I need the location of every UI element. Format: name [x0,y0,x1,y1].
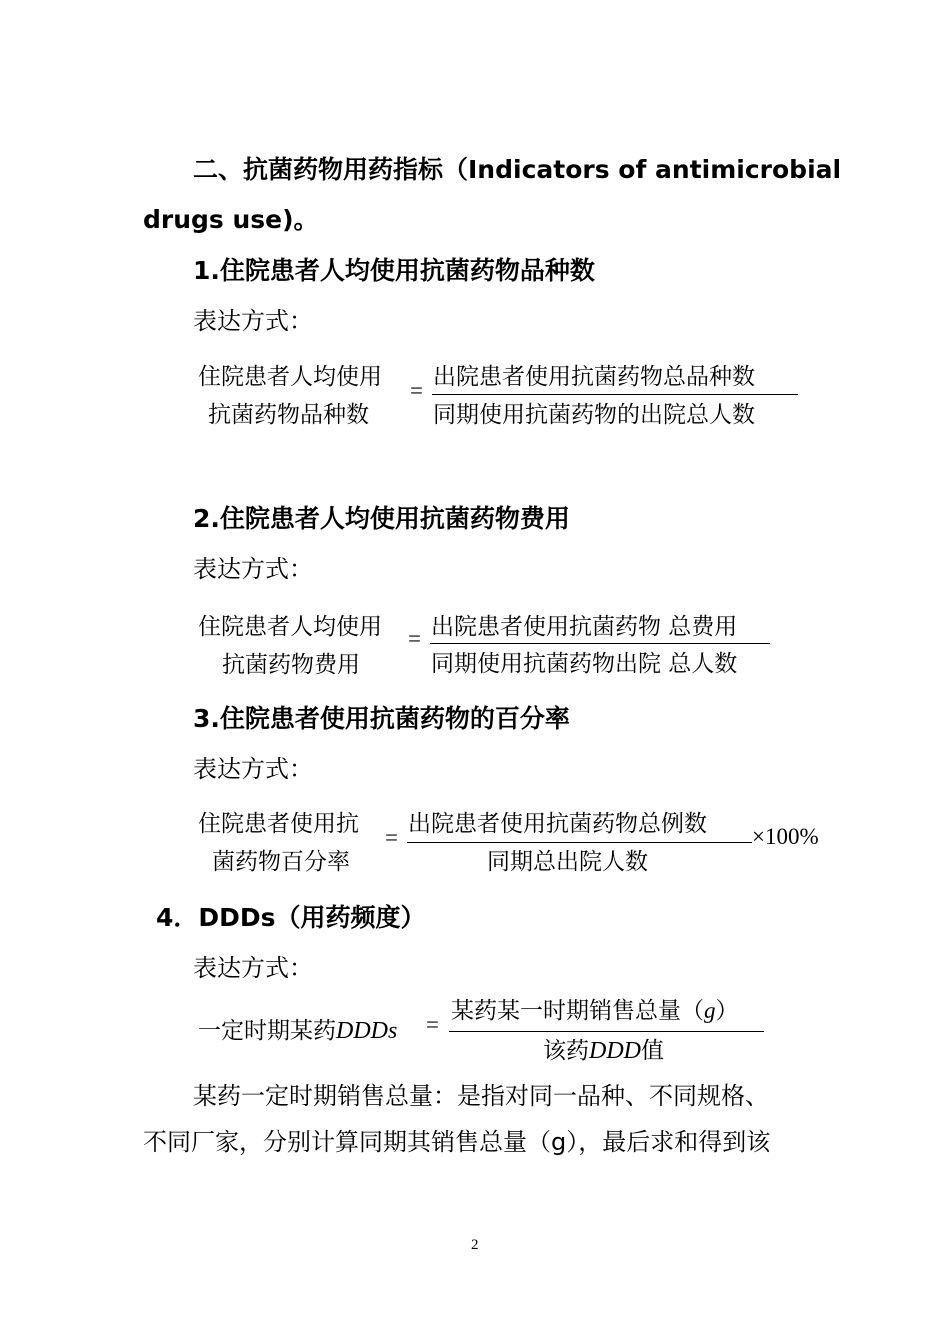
formula-3-lhs-line1: 住院患者使用抗 [198,811,359,837]
item-1-title: 1.住院患者人均使用抗菌药物品种数 [193,256,595,285]
section-heading-line2: drugs use)。 [143,205,319,234]
formula-3-equals: = [385,825,398,850]
item-3-title: 3.住院患者使用抗菌药物的百分率 [193,704,570,733]
formula-3-multiplier: ×100% [752,824,819,849]
item-2-expr-label: 表达方式： [193,555,313,583]
page-number: 2 [471,1237,479,1253]
formula-1-lhs-line1: 住院患者人均使用 [198,364,382,390]
item-1-expr-label: 表达方式： [193,307,313,335]
formula-2-denominator: 同期使用抗菌药物出院 总人数 [431,651,738,677]
formula-4-lhs-var: DDDs [336,1018,398,1044]
formula-2-equals: = [408,626,421,651]
formula-3-numerator: 出院患者使用抗菌药物总例数 [408,811,707,837]
formula-1-equals: = [410,378,423,403]
formula-1-numerator: 出院患者使用抗菌药物总品种数 [433,364,755,390]
formula-1-denominator: 同期使用抗菌药物的出院总人数 [433,402,755,428]
formula-4-numerator-var: g [704,998,716,1023]
formula-4-numerator-close: ） [715,998,739,1024]
formula-4-denominator-var: DDD [589,1038,641,1064]
formula-2-numerator: 出院患者使用抗菌药物 总费用 [431,614,738,640]
formula-4-numerator [451,992,739,1025]
paragraph-line1: 某药一定时期销售总量：是指对同一品种、不同规格、 [193,1082,769,1110]
formula-4-denominator-suffix: 值 [641,1038,664,1064]
item-4-title-prefix: 4．DDDs [156,903,276,932]
formula-3-lhs-line2: 菌药物百分率 [212,849,350,875]
formula-4-denominator-text: 该药 [543,1038,589,1064]
item-3-expr-label: 表达方式： [193,755,313,783]
formula-4-numerator-text: 某药某一时期销售总量（ [451,998,704,1024]
item-2-title: 2.住院患者人均使用抗菌药物费用 [193,504,570,533]
formula-4-denominator [543,1032,664,1065]
item-4-title-paren: （用药频度） [275,903,426,932]
formula-3-denominator: 同期总出院人数 [487,849,648,875]
formula-2-lhs-line1: 住院患者人均使用 [198,614,382,640]
section-heading-line1: 二、抗菌药物用药指标（Indicators of antimicrobial [193,155,842,184]
item-4-expr-label: 表达方式： [193,954,313,982]
formula-2-lhs-line2: 抗菌药物费用 [222,652,360,678]
formula-1-lhs-line2: 抗菌药物品种数 [208,402,369,428]
formula-2-fraction-bar [430,643,770,644]
item-4-title [156,898,426,934]
formula-4-lhs-text: 一定时期某药 [198,1018,336,1044]
formula-4-lhs [198,1012,397,1045]
formula-1-fraction-bar [432,394,798,395]
formula-4-equals: = [426,1012,439,1037]
paragraph-line2: 不同厂家，分别计算同期其销售总量（g），最后求和得到该 [143,1128,771,1156]
